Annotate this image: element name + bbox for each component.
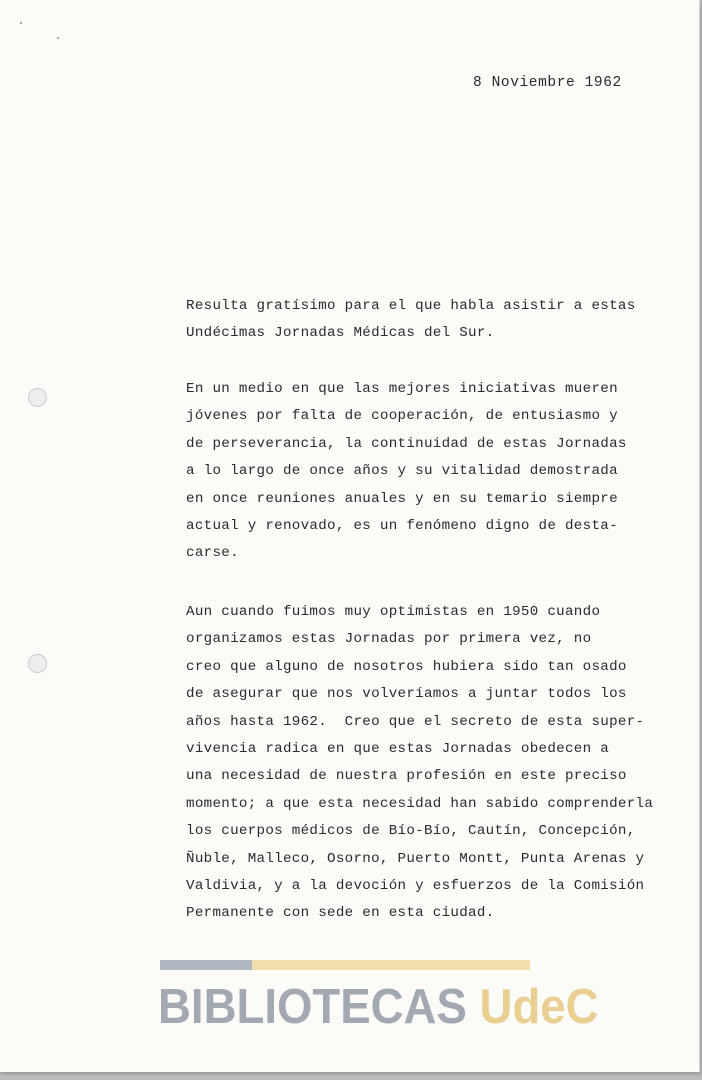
watermark-logo: [158, 978, 599, 1036]
watermark-text-udec: UdeC: [479, 980, 599, 1034]
text-line: Resulta gratísimo para el que habla asistir a estas: [186, 298, 636, 314]
paper-speck: [20, 22, 22, 24]
text-line: de asegurar que nos volveríamos a juntar todos los: [186, 686, 627, 703]
text-line: momento; a que esta necesidad han sabido comprenderla: [186, 795, 654, 812]
watermark-text-bibliotecas: BIBLIOTECAS: [158, 980, 467, 1034]
text-line: carse.: [186, 545, 239, 562]
punch-hole: [28, 388, 47, 407]
text-line: de perseverancia, la continuidad de estas Jornadas: [186, 435, 627, 452]
text-line: los cuerpos médicos de Bío-Bío, Cautín, Concepción,: [186, 823, 636, 840]
watermark-bars: [160, 960, 530, 970]
text-line: vivencia radica en que estas Jornadas obedecen a: [186, 740, 610, 757]
paper-speck: [57, 37, 59, 39]
text-line: años hasta 1962. Creo que el secreto de esta super-: [186, 713, 645, 730]
watermark-bar-yellow: [252, 960, 530, 970]
text-line: en once reuniones anuales y en su temario siempre: [186, 490, 618, 507]
text-line: Aun cuando fuimos muy optimistas en 1950 cuando: [186, 604, 601, 620]
document-date: 8 Noviembre 1962: [473, 75, 622, 91]
text-line: creo que alguno de nosotros hubiera sido tan osado: [186, 658, 627, 675]
text-line: jóvenes por falta de cooperación, de entusiasmo y: [186, 408, 618, 425]
paragraph-2: [186, 376, 627, 568]
text-line: Ñuble, Malleco, Osorno, Puerto Montt, Punta Arenas y: [186, 850, 645, 867]
text-line: actual y renovado, es un fenómeno digno de desta-: [186, 517, 618, 534]
paragraph-3: [186, 599, 653, 928]
text-line: Valdivia, y a la devoción y esfuerzos de la Comisión: [186, 877, 645, 894]
paragraph-1: [186, 293, 636, 348]
text-line: una necesidad de nuestra profesión en este preciso: [186, 768, 627, 785]
text-line: En un medio en que las mejores iniciativas mueren: [186, 381, 618, 397]
watermark-bar-gray: [160, 960, 252, 970]
punch-hole: [28, 654, 47, 673]
text-line: Permanente con sede en esta ciudad.: [186, 905, 495, 922]
text-line: Undécimas Jornadas Médicas del Sur.: [186, 325, 495, 342]
text-line: organizamos estas Jornadas por primera vez, no: [186, 631, 592, 648]
text-line: a lo largo de once años y su vitalidad demostrada: [186, 463, 618, 480]
